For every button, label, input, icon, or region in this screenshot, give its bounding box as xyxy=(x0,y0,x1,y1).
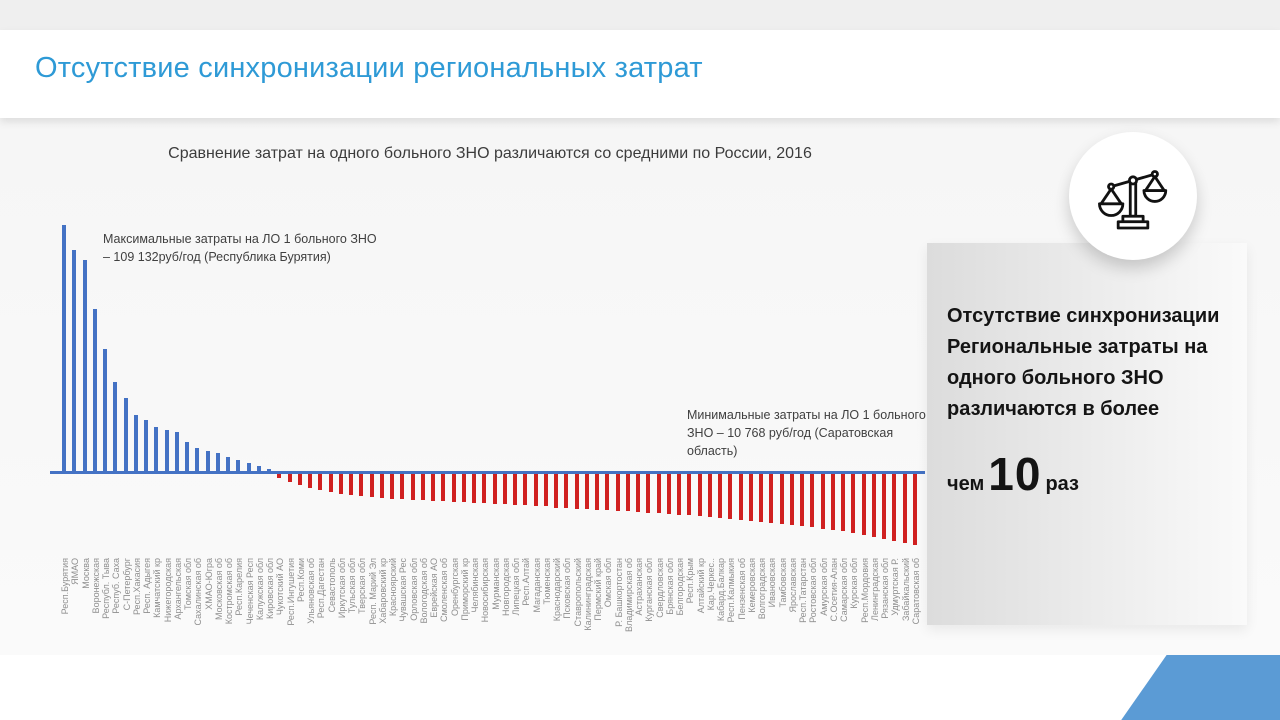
chart-x-label: Тюменская xyxy=(541,558,552,605)
scales-icon xyxy=(1094,157,1172,235)
chart-bar xyxy=(841,474,845,531)
chart-plot-area xyxy=(50,225,925,555)
chart-bar xyxy=(851,474,855,533)
chart-x-label: Ульяновская об xyxy=(306,558,317,624)
chart-x-label: С-Петербург xyxy=(121,558,132,611)
chart-bar xyxy=(472,474,476,503)
chart-x-label: Рязанская обл xyxy=(880,558,891,619)
chart-x-label: Респ.Татарстан xyxy=(798,558,809,623)
chart-bar xyxy=(185,442,189,471)
chart-x-label: Самарская обл xyxy=(839,558,850,622)
chart-x-label: Липецкая обл xyxy=(511,558,522,616)
chart-x-label: Республ. Тыва xyxy=(101,558,111,619)
chart-x-label: Ленинградская xyxy=(869,558,880,621)
chart-x-label: Омская обл xyxy=(603,558,614,608)
chart-bar xyxy=(339,474,343,494)
chart-x-labels xyxy=(50,558,925,658)
chart-x-label: Ставропольский xyxy=(572,558,583,627)
chart-x-label: Амурская обл xyxy=(818,558,829,616)
callout-panel xyxy=(927,243,1247,625)
chart-x-label: Ярославская xyxy=(787,558,798,613)
chart-x-label: Респ. Адыгея xyxy=(142,558,153,614)
chart-bar xyxy=(616,474,620,511)
annotation-max: Максимальные затраты на ЛО 1 больного ЗНО – 109 132руб/год (Республика Бурятия) xyxy=(103,232,377,265)
chart-bar xyxy=(780,474,784,524)
page-title: Отсутствие синхронизации региональных затрат xyxy=(35,52,703,84)
chart-bar xyxy=(134,415,138,471)
chart-bar xyxy=(257,466,261,471)
chart-bar xyxy=(739,474,743,520)
chart-x-label: Алтайский кр xyxy=(695,558,706,614)
chart-x-label: Магаданская xyxy=(531,558,542,613)
chart-bar xyxy=(431,474,435,501)
chart-bar xyxy=(769,474,773,523)
chart-x-label: Псковская обл xyxy=(562,558,573,619)
chart-x-label: Респ.Калмыкия xyxy=(726,558,737,623)
footer-band xyxy=(0,655,1280,720)
chart-bar xyxy=(718,474,722,518)
chart-bar xyxy=(605,474,609,510)
chart-x-label: Вологодская об xyxy=(418,558,429,624)
chart-bar xyxy=(441,474,445,501)
chart-bar xyxy=(247,463,251,471)
slide-content xyxy=(0,118,1280,655)
chart-x-label: Севастополь xyxy=(326,558,337,613)
chart-bar xyxy=(370,474,374,497)
chart-x-label: Респ.Дагестан xyxy=(316,558,327,619)
chart-bar xyxy=(513,474,517,505)
chart-x-label: Приморский кр xyxy=(459,558,470,621)
chart-bar xyxy=(493,474,497,504)
chart-bar xyxy=(318,474,322,490)
chart-bar xyxy=(728,474,732,519)
chart-x-label: Московская об xyxy=(213,558,224,621)
chart-bar xyxy=(390,474,394,499)
chart-bar xyxy=(83,260,87,471)
chart-bar xyxy=(277,474,281,478)
chart-bar xyxy=(400,474,404,499)
chart-bar xyxy=(308,474,312,488)
callout-intro: Отсутствие синхронизации Региональные затраты на одного больного ЗНО различаются в более xyxy=(947,305,1220,420)
callout-bigline xyxy=(947,439,1232,510)
chart-x-label: Астраханская xyxy=(634,558,645,616)
chart-x-label: Респ.Крым xyxy=(685,558,696,604)
chart-x-label: Респуб. Саха xyxy=(111,558,122,614)
chart-x-label: Респ.Ингушетия xyxy=(285,558,296,626)
chart-x-label: Респ.Хакасия xyxy=(131,558,142,616)
chart-bar xyxy=(72,250,76,471)
chart-x-label: Тамбовская xyxy=(777,558,788,608)
chart-bar xyxy=(657,474,661,513)
chart-x-label: Калужская обл xyxy=(254,558,265,621)
chart-bar xyxy=(144,420,148,471)
chart-bar xyxy=(359,474,363,496)
chart-x-label: Красноярский xyxy=(388,558,399,617)
chart-x-label: Респ.Коми xyxy=(295,558,306,602)
chart-x-label: Курская обл xyxy=(849,558,860,609)
annotation-min: Минимальные затраты на ЛО 1 больного ЗНО – 10 768 руб/год (Саратовская область) xyxy=(687,408,926,459)
chart-x-label: Кар.Черкес.. xyxy=(705,558,716,611)
chart-x-label: Забайкальский xyxy=(900,558,911,621)
chart-x-label: Калининградская xyxy=(582,558,593,631)
chart-x-label: Нижегородская xyxy=(162,558,173,623)
chart-x-label: Свердловская xyxy=(654,558,665,618)
chart-x-label: Респ.Карелия xyxy=(234,558,245,616)
chart-x-label: Хабаровский кр xyxy=(377,558,388,624)
chart-x-label: ХМАО-Югра xyxy=(203,558,214,610)
chart-bar xyxy=(698,474,702,516)
chart-bar xyxy=(831,474,835,530)
chart-bar xyxy=(821,474,825,529)
chart-x-label: Тульская обл xyxy=(347,558,358,614)
chart-bar xyxy=(575,474,579,509)
chart-bar xyxy=(595,474,599,510)
chart-x-label: Брянская обл xyxy=(664,558,675,615)
chart-bar xyxy=(810,474,814,527)
chart-x-label: Костромская об xyxy=(224,558,235,625)
chart-bar xyxy=(380,474,384,498)
chart-x-label: Архангельская xyxy=(172,558,183,620)
chart-bar xyxy=(93,309,97,471)
chart-x-label: Кабард.Балкар xyxy=(716,558,727,622)
chart-bar xyxy=(749,474,753,521)
chart-x-label: Томская обл xyxy=(183,558,194,611)
chart-bar xyxy=(872,474,876,537)
chart-bar xyxy=(554,474,558,508)
chart-bar xyxy=(288,474,292,482)
chart-bar xyxy=(564,474,568,508)
chart-x-label: Камчатский кр xyxy=(152,558,163,618)
chart-x-label: С.Осетия-Алан xyxy=(828,558,839,622)
callout-text xyxy=(947,301,1232,510)
chart-x-label: Респ. Марий Эл xyxy=(367,558,378,625)
chart-bar xyxy=(236,460,240,471)
chart-bar xyxy=(677,474,681,515)
chart-x-label: Чеченская Респ xyxy=(244,558,255,625)
chart-bar xyxy=(124,398,128,471)
chart-x-label: Респ.Мордовия xyxy=(859,558,870,623)
chart-x-label: Москва xyxy=(80,558,91,589)
chart-x-label: Владимирская об xyxy=(623,558,634,632)
chart-bar xyxy=(175,432,179,471)
scales-badge xyxy=(1069,132,1197,260)
chart-bar xyxy=(913,474,917,545)
chart-bar xyxy=(862,474,866,535)
chart-bar xyxy=(523,474,527,505)
chart-bar xyxy=(636,474,640,512)
chart-x-label: Еврейская АО xyxy=(429,558,440,618)
chart-bar xyxy=(646,474,650,513)
chart-bar xyxy=(113,382,117,471)
chart-bar xyxy=(349,474,353,495)
chart-bar xyxy=(462,474,466,502)
chart-bar xyxy=(503,474,507,504)
chart-x-label: Пензенская об xyxy=(736,558,747,620)
chart-bar xyxy=(421,474,425,500)
chart-x-label: Волгоградская xyxy=(757,558,768,620)
chart-x-label: ЯМАО xyxy=(70,558,81,585)
chart-x-label: Челябинская xyxy=(470,558,481,613)
chart-x-label: Краснодарский xyxy=(552,558,563,622)
chart-x-label: Респ.Алтай xyxy=(521,558,532,606)
chart-bar xyxy=(226,457,230,471)
chart-bar xyxy=(62,225,66,471)
chart-bar xyxy=(165,430,169,471)
chart-x-label: Респ.Бурятия xyxy=(60,558,70,615)
chart-bar xyxy=(903,474,907,543)
chart-bar xyxy=(759,474,763,522)
chart-x-label: Р. Башкортостан xyxy=(613,558,624,627)
chart-bar xyxy=(687,474,691,515)
chart-x-label: Курганская обл xyxy=(644,558,655,622)
chart-bar xyxy=(329,474,333,492)
chart-bar xyxy=(267,469,271,471)
chart-bar xyxy=(216,453,220,471)
chart-bar xyxy=(892,474,896,541)
callout-suffix: раз xyxy=(1045,473,1079,495)
chart-x-label: Ивановская xyxy=(767,558,778,608)
chart-x-label: Иркутская обл xyxy=(336,558,347,619)
chart-x-label: Новосибирская xyxy=(480,558,491,623)
chart-x-label: Сахалинская об xyxy=(193,558,204,626)
chart-x-label: Чувашская Рес xyxy=(398,558,409,622)
callout-prefix: чем xyxy=(947,473,985,495)
chart-bar xyxy=(195,448,199,471)
chart-x-label: Саратовская об xyxy=(911,558,921,625)
chart-bar xyxy=(667,474,671,514)
chart-bar xyxy=(708,474,712,517)
top-strip xyxy=(0,0,1280,30)
chart-bar xyxy=(298,474,302,485)
chart-x-label: Ростовская обл xyxy=(808,558,819,623)
chart-x-label: Воронежская xyxy=(90,558,101,614)
chart-x-label: Смоленская об xyxy=(439,558,450,622)
chart-x-label: Удмуртская Р. xyxy=(890,558,901,616)
callout-big-number: 10 xyxy=(988,448,1042,500)
chart-x-label: Пермский край xyxy=(593,558,604,621)
chart-bar xyxy=(452,474,456,502)
chart-bar xyxy=(585,474,589,509)
chart-bar xyxy=(882,474,886,539)
chart-bar xyxy=(534,474,538,506)
chart-x-label: Орловская обл xyxy=(408,558,419,621)
chart-bar xyxy=(544,474,548,506)
chart-x-label: Тверская обл xyxy=(357,558,368,614)
chart-x-label: Новгородская xyxy=(500,558,511,616)
chart-bar xyxy=(790,474,794,525)
chart-bar xyxy=(206,451,210,471)
title-band xyxy=(0,30,1280,118)
chart-x-label: Кемеровская xyxy=(746,558,757,613)
chart-x-label: Чукотский АО xyxy=(275,558,286,616)
chart-x-label: Оренбургская xyxy=(449,558,460,616)
chart-bar xyxy=(411,474,415,500)
chart-bar xyxy=(800,474,804,526)
chart-x-label: Кировская обл xyxy=(265,558,276,619)
chart-x-label: Мурманская xyxy=(490,558,501,610)
chart-bar xyxy=(103,349,107,471)
chart-x-label: Белгородская xyxy=(675,558,686,616)
chart-subtitle: Сравнение затрат на одного больного ЗНО различаются со средними по России, 2016 xyxy=(168,145,812,162)
chart-bar xyxy=(482,474,486,503)
chart-bar xyxy=(626,474,630,511)
chart-bar xyxy=(154,427,158,471)
